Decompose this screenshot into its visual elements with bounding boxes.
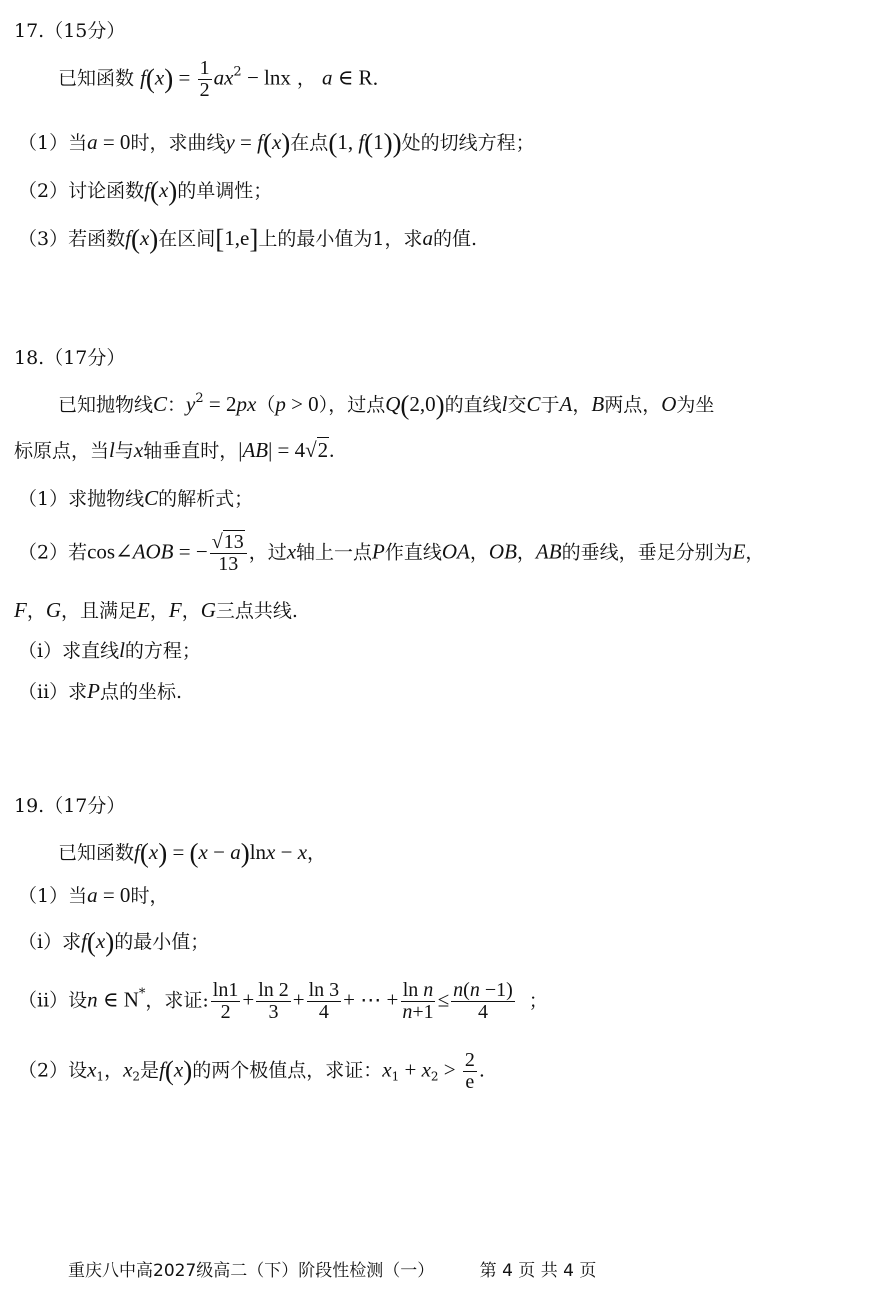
q18-part2-line2: F，G，且满足E，F，G三点共线.	[14, 598, 298, 622]
q19-part2: （2）设$x_1$，$x_2$是f(x)的两个极值点，求证：$x_1 + x_2$ > $\frac{2}{e}$ .	[18, 1049, 485, 1093]
q17-part1: （1）当a = 0时，求曲线y = f(x)在点(1, f(1))处的切线方程；	[18, 128, 535, 158]
q18-header: 18.（17分）	[14, 347, 126, 369]
footer-page-number: 第 4 页 共 4 页	[479, 1261, 597, 1281]
q17-stem: 已知函数 f(x) = $\frac{1}{2}$ $ax^2 - \ln x$ ， a ∈ R．	[58, 57, 392, 101]
q18-part2: （2）若cos∠AOB = − $\frac{√13}{13}$ ，过x轴上一点P作直线OA，OB，AB的垂线，垂足分别为E，	[18, 531, 765, 575]
q17-part3: （3）若函数f(x)在区间[1,e]上的最小值为1，求a的值.	[18, 224, 477, 254]
q19-header: 19.（17分）	[14, 795, 126, 817]
q19-stem: 已知函数f(x) = (x − a)lnx − x，	[58, 838, 327, 868]
q19-part1: （1）当a = 0时，	[18, 883, 169, 907]
page-footer	[68, 1256, 596, 1281]
q17-part2: （2）讨论函数f(x)的单调性；	[18, 176, 273, 206]
q19-part1-i: （i）求f(x)的最小值；	[18, 927, 210, 957]
q18-part2-i: （i）求直线l的方程；	[18, 638, 201, 662]
q18-stem-line2: 标原点，当l与x轴垂直时，|AB| = 4√2.	[14, 438, 335, 462]
q18-part1: （1）求抛物线C的解析式；	[18, 486, 254, 510]
q19-part1-ii: （ii）设n ∈ N*，求证: $\frac{\ln 1}{2}$ + $\frac{\ln 2}{3}$ + $\frac{\ln 3}{4}$ + ⋯ + $\frac{\text{ln n}}{n+1}$ ≤ $\frac{n(n -1)}{4}$ ；	[18, 979, 548, 1023]
q17-header: 17.（15分）	[14, 20, 126, 42]
q18-stem: 已知抛物线C：$y^2 = 2px(p > 0)$，过点Q(2,0)的直线l交C于A，B两点，O为坐	[58, 390, 715, 420]
q18-part2-ii: （ii）求P点的坐标.	[18, 679, 183, 703]
footer-school: 重庆八中高2027级高二（下）阶段性检测（一）	[68, 1261, 435, 1281]
